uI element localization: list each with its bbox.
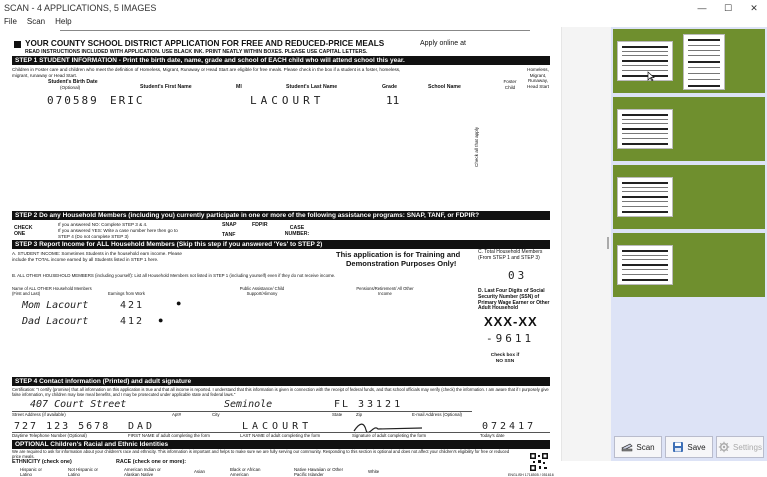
step2-bar: STEP 2 Do any Household Members (including you) currently participate in one or more of the following assistance programs: SNAP, TANF, or FDPIR?	[12, 211, 550, 220]
splitter-handle[interactable]	[607, 237, 609, 249]
eth-opt-1: Hispanic or Latino	[20, 467, 42, 477]
race-opt-1: American Indian or Alaskan Native	[124, 467, 161, 477]
certification-text: Certification: "I certify (promise) that all information on this application is true and that all income is reported. I understand that this information is given in connection with the receipt of federal funds, and that school officials may verify (check) the information. I am aware that if I purposely give false information, my children may lose meal benefits, and I may be prosecuted under applicable state and federal laws."	[12, 387, 549, 397]
col-birth-date: Student's Birth Date	[48, 79, 98, 85]
thumbnail-application-1[interactable]	[613, 29, 765, 93]
step3a-text: A. STUDENT INCOME: Sometimes Students in the household earn income. Please include the TOTAL income earned by all Students listed in STEP 1 here.	[12, 251, 182, 262]
apply-online-text: Apply online at	[420, 40, 466, 47]
col-school: School Name	[428, 84, 461, 90]
splitter-track	[562, 27, 611, 461]
app-title: SCAN - 4 APPLICATIONS, 5 IMAGES	[4, 3, 157, 13]
tanf-label: TANF	[222, 232, 236, 238]
lbl-phone: Daytime Telephone Number (Optional)	[12, 433, 87, 438]
floppy-disk-icon	[672, 441, 684, 453]
col-birth-optional: (Optional)	[60, 85, 81, 90]
student-grade: 11	[386, 94, 400, 107]
lbl-date: Today's date	[480, 433, 505, 438]
lbl-zip: Zip	[356, 412, 363, 417]
menu-scan[interactable]: Scan	[26, 17, 46, 26]
thumbnail-page	[617, 177, 673, 217]
thumbnail-page	[617, 245, 673, 285]
lbl-street: Street Address (if available)	[12, 412, 66, 417]
ssn-mask: XXX-XX	[484, 314, 538, 329]
thumbnail-panel[interactable]	[611, 27, 767, 461]
header-box	[14, 41, 21, 48]
step1-note: Children in Foster care and children who meet the definition of Homeless, Migrant, Runaway or Head Start are eligible for free meals. Please check in the box if a student is a foster, homeless, migrant, runaway or Head Start.	[12, 67, 401, 78]
col-grade: Grade	[382, 84, 397, 90]
form-title: YOUR COUNTY SCHOOL DISTRICT APPLICATION FOR FREE AND REDUCED-PRICE MEALS	[25, 39, 385, 48]
maximize-button[interactable]: ☐	[723, 2, 733, 13]
lbl-state: State	[332, 412, 343, 417]
check-all-text: Check all that apply	[474, 126, 479, 167]
lbl-adult-last: LAST NAME of adult completing the form	[240, 433, 321, 438]
lbl-city: City	[212, 412, 220, 417]
qr-code-icon	[530, 453, 548, 471]
thumbnail-application-2[interactable]	[613, 97, 765, 161]
state-value: FL	[334, 399, 351, 410]
gear-icon	[718, 441, 730, 453]
hh-col-public: Public Assistance/ Child Support/Alimony	[239, 286, 285, 296]
training-line-2: Demonstration Purposes Only!	[346, 259, 457, 268]
footer-code: ENGLISH 1718505 / 051616	[508, 473, 554, 477]
step4-bar: STEP 4 Contact information (Printed) and adult signature	[12, 377, 550, 386]
close-button[interactable]: ✕	[750, 2, 758, 13]
step3b-text: B. ALL OTHER HOUSEHOLD MEMBERS (including yourself): List all Household Members not listed in STEP 1 (including yourself) even if they do not receive income.	[12, 273, 336, 278]
adult-last-name: LACOURT	[242, 421, 313, 432]
settings-button-label: Settings	[733, 442, 762, 452]
thumbnail-page	[617, 109, 673, 149]
ssn-label: D. Last Four Digits of Social Security Number (SSN) of Primary Wage Earner or Other Adult Household	[478, 288, 550, 312]
race-opt-4: Native Hawaiian or Other Pacific Islander	[294, 467, 344, 477]
save-button[interactable]	[665, 436, 713, 458]
col-last-name: Student's Last Name	[286, 84, 338, 90]
ssn-last-four: -9611	[486, 332, 535, 345]
member-2-mark: ●	[158, 315, 164, 325]
lbl-email: E-mail Address (Optional)	[412, 412, 463, 417]
phone-value: 727 123 5678	[14, 421, 111, 432]
training-line-1: This application is for Training and	[336, 250, 461, 259]
date-value: 072417	[482, 421, 537, 432]
adult-first-name: DAD	[128, 421, 156, 432]
thumbnail-application-3[interactable]	[613, 165, 765, 229]
race-opt-5: White	[368, 469, 380, 474]
case-number-label: CASE NUMBER:	[284, 225, 310, 237]
col-mi: MI	[236, 84, 242, 90]
student-last-name: LACOURT	[250, 94, 325, 107]
minimize-button[interactable]: —	[697, 3, 707, 13]
col-first-name: Student's First Name	[140, 84, 192, 90]
scan-mark-line	[60, 30, 530, 31]
member-1-earnings: 421	[120, 300, 145, 311]
ethnicity-label: ETHNICITY (check one)	[12, 459, 72, 465]
optional-bar: OPTIONAL Children's Racial and Ethnic Identities	[12, 440, 550, 449]
menu-bar	[0, 16, 767, 27]
snap-label: SNAP	[222, 222, 237, 228]
hh-col-work: Earnings from Work	[108, 291, 145, 296]
student-first-name: ERIC	[110, 94, 145, 107]
fdpir-label: FDPIR	[252, 222, 268, 228]
instructions-text: READ INSTRUCTIONS INCLUDED WITH APPLICATION. USE BLACK INK. PRINT NEATLY WITHIN BOXES. PLEASE USE CAPITAL LETTERS.	[25, 49, 368, 55]
col-foster: Foster Child	[503, 79, 517, 90]
check-one-text: CHECK ONE	[14, 225, 33, 237]
cursor-icon	[647, 71, 655, 81]
no-ssn-label: Check box if NO SSN	[490, 353, 520, 364]
race-label: RACE (check one or more):	[116, 459, 187, 465]
member-2-earnings: 412	[120, 316, 145, 327]
action-bar	[611, 434, 767, 461]
total-household-label: C. Total Household Members (From STEP 1 and STEP 3)	[478, 249, 543, 261]
race-opt-3: Black or African American	[230, 467, 261, 477]
member-1-name: Mom Lacourt	[22, 300, 89, 311]
menu-help[interactable]: Help	[55, 17, 72, 26]
hh-col-name: Name of ALL OTHER Household Members (First and Last)	[12, 286, 92, 296]
scanned-application	[0, 27, 562, 477]
lbl-signature: Signature of adult completing the form	[352, 433, 427, 438]
race-opt-2: Asian	[194, 469, 205, 474]
thumbnail-page	[617, 41, 673, 81]
total-members-value: 03	[508, 269, 528, 282]
zip-value: 33121	[358, 399, 404, 410]
scan-button-label: Scan	[636, 442, 655, 452]
member-2-name: Dad Lacourt	[22, 316, 89, 327]
step1-bar: STEP 1 STUDENT INFORMATION - Print the birth date, name, grade and school of EACH child who will attend school this year.	[12, 56, 550, 65]
optional-note: We are required to ask for information about your children's race and ethnicity. This information is important and helps to make sure we are fully serving our community. Responding to this section is optional and does not affect your children's eligibility for free or reduced price meals.	[12, 449, 510, 459]
window-controls	[689, 0, 767, 16]
member-1-mark: ●	[176, 298, 182, 308]
thumbnail-page	[683, 34, 725, 90]
step3-bar: STEP 3 Report Income for ALL Household Members (Skip this step if you answered 'Yes' to STEP 2)	[12, 240, 550, 249]
hh-col-pension: Pensions/Retirement/ All Other Income	[356, 286, 414, 296]
eth-opt-2: Not Hispanic or Latino	[68, 467, 99, 477]
col-homeless: Homeless, Migrant, Runaway, Head Start	[527, 67, 549, 89]
lbl-apt: Apt#	[172, 412, 182, 417]
city-value: Seminole	[224, 399, 273, 410]
step2-yes-text: If you answered YES: Write a case number here then go to STEP 4 (Do not complete STEP 3)	[58, 228, 178, 239]
address-line	[12, 411, 472, 412]
scanner-icon	[621, 441, 633, 453]
lbl-adult-first: FIRST NAME of adult completing the form	[128, 433, 210, 438]
step2-no-text: If you answered NO: Complete STEP 3 & 4.	[58, 222, 148, 227]
student-birth-date: 070589	[47, 94, 99, 107]
menu-file[interactable]: File	[4, 17, 17, 26]
thumbnail-application-4[interactable]	[613, 233, 765, 297]
scan-button[interactable]	[614, 436, 662, 458]
document-viewer[interactable]	[0, 27, 562, 477]
save-button-label: Save	[687, 442, 706, 452]
settings-button[interactable]	[716, 436, 764, 458]
title-bar	[0, 0, 767, 16]
street-address: 407 Court Street	[30, 399, 127, 410]
